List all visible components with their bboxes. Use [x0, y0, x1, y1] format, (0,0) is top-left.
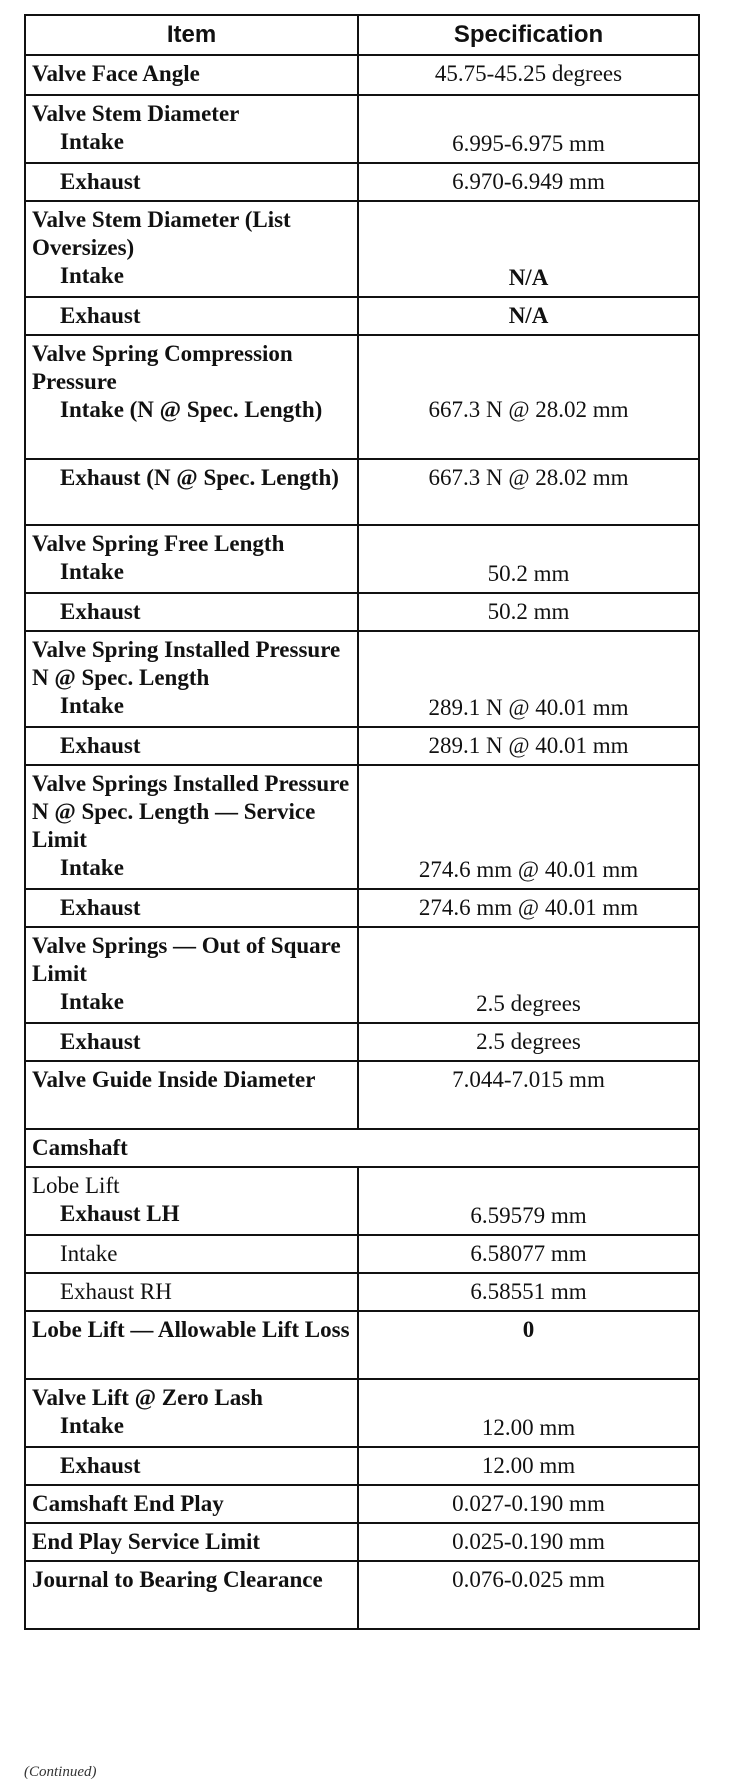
item-cell: Exhaust RH [25, 1273, 358, 1311]
column-header-item: Item [25, 15, 358, 55]
item-cell [25, 1167, 358, 1235]
table-row [25, 631, 699, 727]
header-row [25, 15, 699, 55]
spec-cell: 6.970-6.949 mm [358, 163, 699, 201]
table-row [25, 525, 699, 593]
item-cell: Exhaust (N @ Spec. Length) [25, 459, 358, 525]
table-row [25, 55, 699, 95]
table-row [25, 1235, 699, 1273]
spec-cell: 6.59579 mm [358, 1167, 699, 1235]
table-row [25, 1273, 699, 1311]
table-row [25, 727, 699, 765]
spec-cell: 6.58551 mm [358, 1273, 699, 1311]
item-group-label: Valve Spring Free Length [32, 531, 285, 556]
spec-cell: 2.5 degrees [358, 927, 699, 1023]
spec-cell: 0.027-0.190 mm [358, 1485, 699, 1523]
spec-cell: 274.6 mm @ 40.01 mm [358, 889, 699, 927]
spec-cell: 0.076-0.025 mm [358, 1561, 699, 1629]
spec-cell: 0.025-0.190 mm [358, 1523, 699, 1561]
table-row [25, 1379, 699, 1447]
item-cell: Exhaust [25, 593, 358, 631]
spec-cell: 7.044-7.015 mm [358, 1061, 699, 1129]
table-row [25, 297, 699, 335]
spec-cell: N/A [358, 297, 699, 335]
spec-cell: 289.1 N @ 40.01 mm [358, 631, 699, 727]
item-sub-label: Intake [60, 693, 124, 718]
item-cell: Intake [25, 1235, 358, 1273]
column-header-specification: Specification [358, 15, 699, 55]
table-row [25, 593, 699, 631]
table-row [25, 459, 699, 525]
item-cell: Camshaft End Play [25, 1485, 358, 1523]
item-group-label: Valve Springs Installed Pressure N @ Spec. Length — Service Limit [32, 771, 350, 852]
section-heading-camshaft: Camshaft [25, 1129, 699, 1167]
item-cell [25, 95, 358, 163]
item-group-label: Lobe Lift [32, 1173, 120, 1198]
spec-cell: 289.1 N @ 40.01 mm [358, 727, 699, 765]
table-row [25, 1023, 699, 1061]
spec-cell: N/A [358, 201, 699, 297]
item-cell [25, 335, 358, 459]
item-group-label: Valve Springs — Out of Square Limit [32, 933, 341, 986]
table-row [25, 163, 699, 201]
table-row [25, 1561, 699, 1629]
item-group-label: Valve Spring Compression Pressure [32, 341, 293, 394]
spec-cell: 274.6 mm @ 40.01 mm [358, 765, 699, 889]
item-cell: Journal to Bearing Clearance [25, 1561, 358, 1629]
spec-cell: 50.2 mm [358, 525, 699, 593]
table-row [25, 1061, 699, 1129]
table-row [25, 765, 699, 889]
item-cell: End Play Service Limit [25, 1523, 358, 1561]
table-row [25, 95, 699, 163]
item-sub-label: Intake [60, 1413, 124, 1438]
item-cell [25, 765, 358, 889]
table-row [25, 1167, 699, 1235]
spec-cell: 45.75-45.25 degrees [358, 55, 699, 95]
spec-cell: 667.3 N @ 28.02 mm [358, 459, 699, 525]
item-sub-label: Intake (N @ Spec. Length) [60, 397, 323, 422]
spec-cell: 2.5 degrees [358, 1023, 699, 1061]
item-group-label: Valve Stem Diameter [32, 101, 240, 126]
continued-note: (Continued) [24, 1764, 97, 1780]
item-cell: Valve Face Angle [25, 55, 358, 95]
item-cell [25, 927, 358, 1023]
item-cell: Exhaust [25, 889, 358, 927]
item-cell: Exhaust [25, 1447, 358, 1485]
table-row [25, 1447, 699, 1485]
item-cell: Exhaust [25, 727, 358, 765]
item-group-label: Valve Lift @ Zero Lash [32, 1385, 263, 1410]
spec-cell: 50.2 mm [358, 593, 699, 631]
item-group-label: Valve Spring Installed Pressure N @ Spec. Length [32, 637, 341, 690]
table-row [25, 1485, 699, 1523]
item-cell: Valve Guide Inside Diameter [25, 1061, 358, 1129]
table-row [25, 927, 699, 1023]
spec-cell: 6.995-6.975 mm [358, 95, 699, 163]
item-cell: Exhaust [25, 163, 358, 201]
spec-cell: 12.00 mm [358, 1379, 699, 1447]
item-sub-label: Intake [60, 129, 124, 154]
table-row [25, 335, 699, 459]
item-cell [25, 201, 358, 297]
item-cell [25, 1379, 358, 1447]
item-cell: Exhaust [25, 297, 358, 335]
item-cell [25, 525, 358, 593]
item-cell: Lobe Lift — Allowable Lift Loss [25, 1311, 358, 1379]
item-sub-label: Intake [60, 263, 124, 288]
item-cell [25, 631, 358, 727]
item-sub-label: Intake [60, 559, 124, 584]
table-row [25, 1523, 699, 1561]
item-group-label: Valve Stem Diameter (List Oversizes) [32, 207, 291, 260]
section-row [25, 1129, 699, 1167]
item-cell: Exhaust [25, 1023, 358, 1061]
spec-cell: 12.00 mm [358, 1447, 699, 1485]
spec-cell: 0 [358, 1311, 699, 1379]
item-sub-label: Intake [60, 855, 124, 880]
table-row [25, 889, 699, 927]
spec-cell: 667.3 N @ 28.02 mm [358, 335, 699, 459]
specification-table [24, 14, 700, 1630]
table-row [25, 201, 699, 297]
spec-cell: 6.58077 mm [358, 1235, 699, 1273]
table-row [25, 1311, 699, 1379]
item-sub-label: Exhaust LH [60, 1201, 180, 1226]
item-sub-label: Intake [60, 989, 124, 1014]
